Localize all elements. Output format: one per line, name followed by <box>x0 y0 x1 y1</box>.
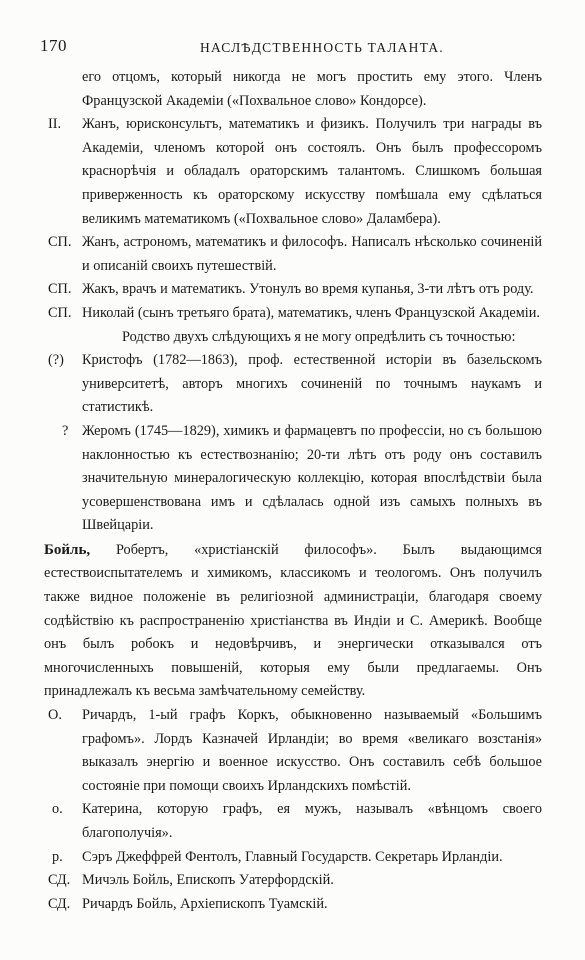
entry-text: Ричардъ Бойль, Архіепископъ Туамскій. <box>82 895 328 912</box>
entry-text: Родство двухъ слѣдующихъ я не могу опредѣлить съ точностью: <box>122 328 516 345</box>
kinship-marker: ? <box>62 422 69 439</box>
running-title: НАСЛѢДСТВЕННОСТЬ ТАЛАНТА. <box>200 40 444 55</box>
entry-text: Жеромъ (1745—1829), химикъ и фармацевтъ по профессіи, но съ большою наклонностью къ естествознанію; 20-ти лѣтъ отъ роду онъ составилъ значительную минералогическую коллекцію, которая впослѣдствіи была усовершенствована имъ и сдѣлалась одной изъ самыхъ полныхъ въ Швейцаріи. <box>82 422 542 534</box>
relative-entry <box>0 869 585 893</box>
kinship-marker: СД. <box>48 872 71 889</box>
relative-entry <box>0 704 585 798</box>
entry-text: Жакъ, врачъ и математикъ. Утонулъ во время купанья, 3-ти лѣтъ отъ роду. <box>82 281 534 298</box>
kinship-marker: СП. <box>48 304 72 321</box>
relative-entry <box>0 349 585 420</box>
kinship-marker: О. <box>48 707 62 724</box>
page-header <box>40 34 560 60</box>
relative-entry <box>0 113 585 231</box>
kinship-marker: (?) <box>48 352 64 369</box>
entry-text: Кристофъ (1782—1863), проф. естественной исторіи въ базельскомъ университетѣ, авторъ многихъ сочиненій по точнымъ наукамъ и статистикѣ. <box>82 352 542 416</box>
entry-text: Катерина, которую графъ, ея мужъ, называлъ «вѣнцомъ своего благополучія». <box>82 801 542 841</box>
kinship-marker: СП. <box>48 234 72 251</box>
entry-text: Сэръ Джеффрей Фентолъ, Главный Государств. Секретарь Ирландіи. <box>82 848 503 865</box>
family-head-entry <box>0 539 585 704</box>
continuation-paragraph <box>0 66 585 113</box>
relative-entry <box>0 278 585 302</box>
entry-text: Жанъ, астрономъ, математикъ и философъ. Написалъ нѣсколько сочиненій и описаній своихъ путешествій. <box>82 234 542 274</box>
relative-entry <box>0 798 585 845</box>
entry-text: Жанъ, юрисконсультъ, математикъ и физикъ. Получилъ три награды въ Академіи, членомъ которой онъ состоялъ. Онъ былъ профессоромъ краснорѣчія и обладалъ ораторскимъ талантомъ. Слишкомъ большая приверженность къ ораторскому искусству помѣшала ему сдѣлаться великимъ математикомъ («Похвальное слово» Даламбера). <box>82 116 542 227</box>
kinship-marker: СД. <box>48 895 71 912</box>
page-number: 170 <box>40 36 67 55</box>
kinship-marker: о. <box>52 801 63 818</box>
section-note <box>0 326 585 350</box>
relative-entry <box>0 893 585 917</box>
entry-text <box>44 539 542 704</box>
genealogy-list <box>0 66 585 916</box>
kinship-marker: СП. <box>48 281 72 298</box>
entry-text: Мичэль Бойль, Епископъ Уатерфордскій. <box>82 872 334 889</box>
family-name: Бойль, <box>44 541 91 558</box>
relative-entry <box>0 420 585 538</box>
entry-text: Ричардъ, 1-ый графъ Коркъ, обыкновенно называемый «Большимъ графомъ». Лордъ Казначей Ирландіи; во время «великаго возстанія» выказалъ энергію и военное искусство. Онъ составилъ себѣ большое состояніе при помощи своихъ Ирландскихъ помѣстій. <box>82 707 542 794</box>
relative-entry <box>0 846 585 870</box>
family-description: Робертъ, «христіанскій философъ». Былъ выдающимся естествоиспытателемъ и химикомъ, классикомъ и теологомъ. Онъ получилъ также видное положеніе въ религіозной администраціи, благодаря своему содѣйствію къ распространенію христіанства въ Индіи и С. Америкѣ. Вообще онъ былъ робокъ и недовѣрчивъ, и энергически отказывался отъ многочисленныхъ повышеній, которыя ему были предлагаемы. Онъ принадлежалъ къ весьма замѣчательному семейству. <box>44 541 543 700</box>
entry-text: его отцомъ, который никогда не могъ простить ему этого. Членъ Французской Академіи («Похвальное слово» Кондорсе). <box>82 69 542 109</box>
kinship-marker: р. <box>52 848 63 865</box>
relative-entry <box>0 231 585 278</box>
kinship-marker: II. <box>48 116 62 133</box>
relative-entry <box>0 302 585 326</box>
entry-text: Николай (сынъ третьяго брата), математикъ, членъ Французской Академіи. <box>82 304 540 321</box>
